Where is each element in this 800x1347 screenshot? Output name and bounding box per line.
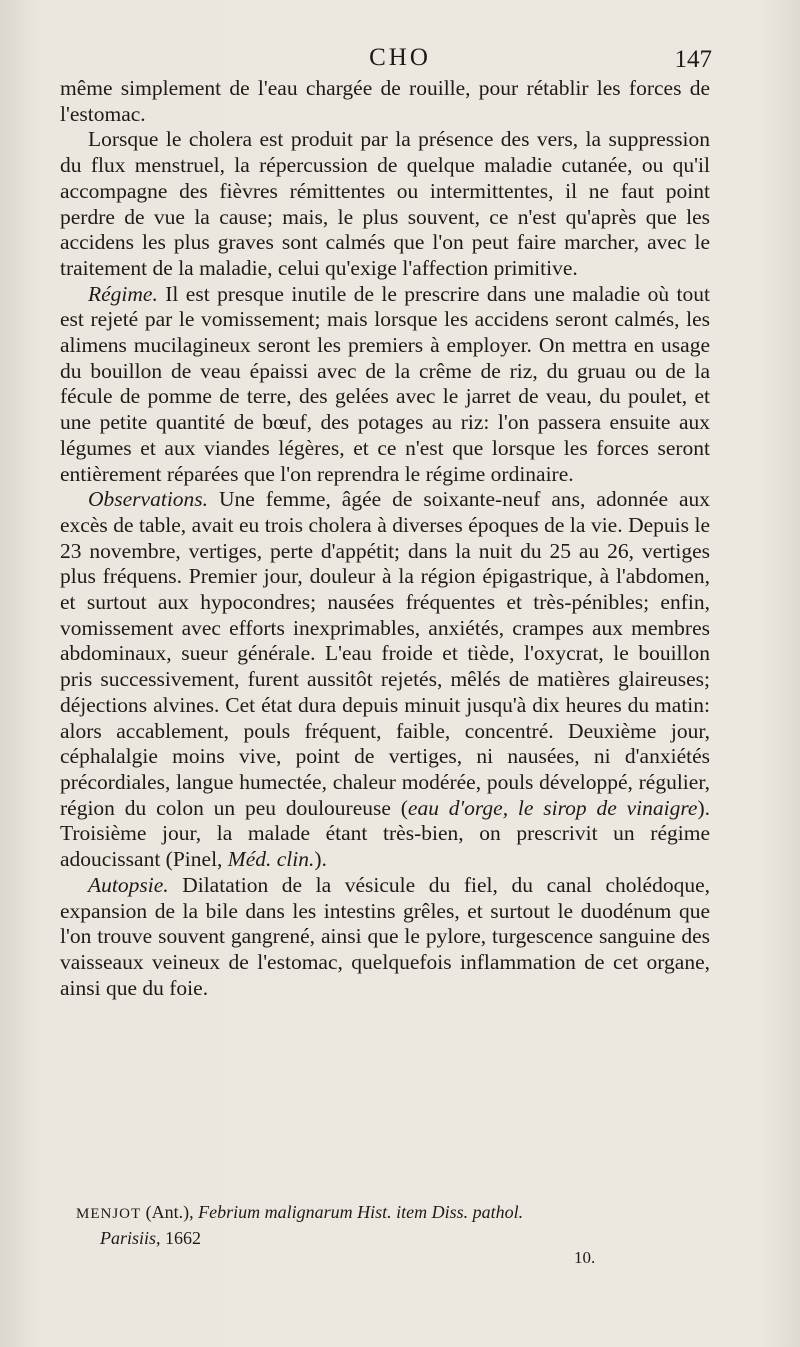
paragraph-4 xyxy=(60,487,710,873)
note-paren: (Ant.), xyxy=(141,1202,199,1222)
running-title: CHO xyxy=(369,44,431,71)
text-run: Il est presque inutile de le prescrire dans une maladie où tout est rejeté par le vomissement; mais lorsque les accidens seront calmés, les alimens mucilagineux seront les premiers à employer. On mettra en usage du bouillon de veau épaissi avec de la crême de riz, du gruau ou de la fécule de pomme de terre, des gelées avec le jarret de veau, du poulet, et une petite quantité de bœuf, des potages au riz: l'on passera ensuite aux légumes et aux viandes légères, et ce n'est que lorsque les forces seront entièrement réparées que l'on reprendra le régime ordinaire. xyxy=(60,281,710,486)
signature-mark: 10. xyxy=(574,1248,596,1267)
paragraph-1 xyxy=(60,76,710,127)
text-run: Une femme, âgée de soixante-neuf ans, adonnée aux excès de table, avait eu trois cholera à diverses époques de la vie. Depuis le 23 novembre, vertiges, perte d'appétit; dans la nuit du 25 au 26, vertiges plus fréquens. Premier jour, douleur à la région épigastrique, à l'abdomen, et surtout aux hypocondres; nausées fréquentes et très-pénibles; enfin, vomissement avec efforts inexprimables, anxiétés, crampes aux membres abdominaux, sueur générale. L'eau froide et tiède, l'oxycrat, le bouillon pris successivement, furent aussitôt rejetés, mêlés de matières glaireuses; déjections alvines. Cet état dura depuis minuit jusqu'à dix heures du matin: alors accablement, pouls fréquent, faible, concentré. Deuxième jour, céphalalgie moins vive, point de vertiges, ni nausées, ni d'anxiétés précordiales, langue humectée, chaleur modérée, pouls développé, régulier, région du colon un peu douloureuse ( xyxy=(60,487,710,820)
text-run: Lorsque le cholera est produit par la présence des vers, la suppression du flux menstruel, la répercussion de quelque maladie cutanée, ou qu'il accompagne des fièvres rémittentes ou intermittentes, il ne faut point perdre de vue la cause; mais, le plus souvent, ce n'est qu'après que les accidens les plus graves sont calmés que l'on peut faire marcher, avec le traitement de la maladie, celui qu'exige l'affection primitive. xyxy=(60,127,710,280)
text-run: Dilatation de la vésicule du fiel, du canal cholédoque, expansion de la bile dans les intestins grêles, et surtout le duodénum que l'on trouve souvent gangrené, ainsi que le pylore, turgescence sanguine des vaisseaux veineux de l'estomac, quelquefois inflammation de cet organe, ainsi que du foie. xyxy=(60,872,710,1000)
note-year: , 1662 xyxy=(156,1228,202,1248)
text-run: ). Troisième jour, la malade étant très-bien, on prescrivit un régime adoucissant (Pinel, xyxy=(60,795,710,872)
bibliographic-note xyxy=(76,1200,710,1250)
italic-run: eau d'orge, le sirop de vinaigre xyxy=(407,795,698,820)
italic-run: Régime. xyxy=(88,281,158,306)
page-number: 147 xyxy=(674,46,712,73)
paragraph-3 xyxy=(60,282,710,488)
text-run: ). xyxy=(314,847,327,872)
note-place: Parisiis xyxy=(100,1228,157,1248)
italic-run: Autopsie. xyxy=(88,872,169,897)
running-head xyxy=(0,44,800,76)
note-author: MENJOT xyxy=(76,1206,142,1222)
paragraph-5 xyxy=(60,873,710,1002)
italic-run: Méd. clin. xyxy=(227,847,315,872)
text-run: même simplement de l'eau chargée de rouille, pour rétablir les forces de l'estomac. xyxy=(60,76,710,126)
paragraph-2 xyxy=(60,127,710,281)
body-text xyxy=(60,76,710,1001)
note-title: Febrium malignarum Hist. item Diss. pathol. xyxy=(198,1202,524,1222)
italic-run: Observations. xyxy=(88,487,209,512)
